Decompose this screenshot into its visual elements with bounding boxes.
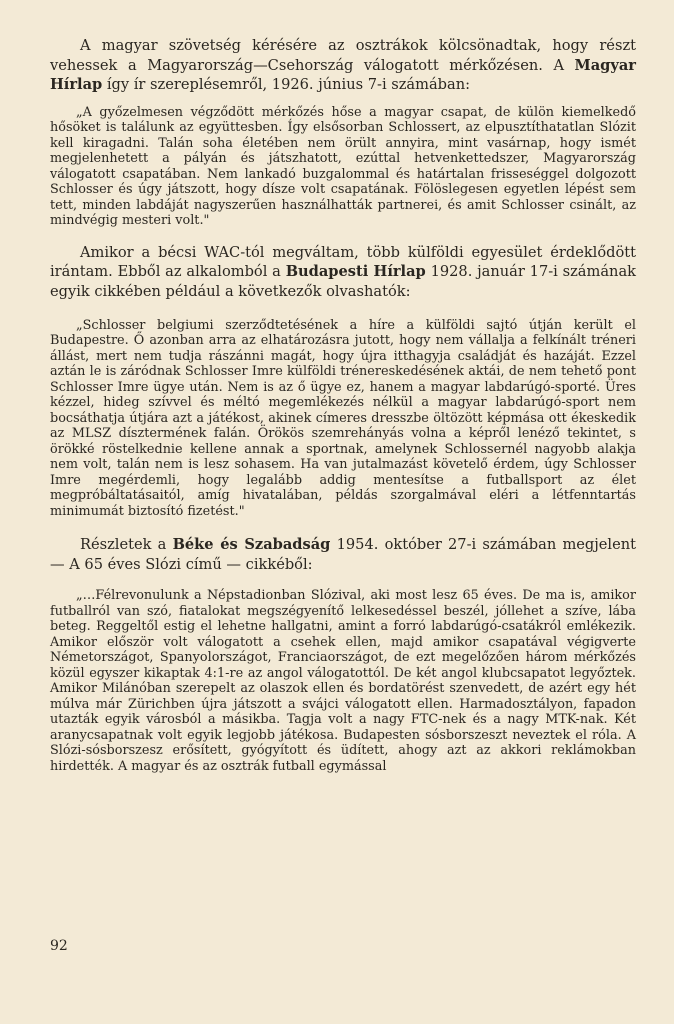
newspaper-title: Budapesti Hírlap [285,263,426,281]
text-span: 1954. október 27-i számában megjelent — A 65 éves Slózi című — cikkéből: [50,536,636,573]
newspaper-title: Béke és Szabadság [172,536,331,554]
intro-paragraph [50,36,636,95]
beke-paragraph [50,535,636,574]
quote-magyar-hirlap: „A győzelmesen végződött mérkőzés hőse a magyar csapat, de külön kiemelkedő hősöket is találunk az együttesben. Így elsősorban Schlossert, az elpusztíthatatlan Slózit kell kiragadni. Talán soha életében nem örült annyira, mint vasárnap, hogy ismét megjelenhetett a pályán és játszhatott, ezúttal hetvenkettedszer, Magyarország válogatott csapatában. Nem lankadó buzgalommal és határtalan frisseséggel dolgozott Schlosser és úgy játszott, hogy dísze volt csapatának. Fölöslegesen egyetlen lépést sem tett, minden labdáját nagyszerűen használhatták partnerei, és amit Schlosser csinált, az mindvégig mesteri volt." [50,104,636,229]
text-span: Amikor a bécsi WAC-tól megváltam, több külföldi egyesület érdeklődött irántam. Ebből az alkalomból a [50,243,636,281]
newspaper-title: Magyar Hírlap [50,56,636,94]
quote-budapesti-hirlap: „Schlosser belgiumi szerződtetésének a híre a külföldi sajtó útján került el Budapestre. Ő azonban arra az elhatározásra jutott, hogy nem vállalja a felkínált tréneri állást, mert nem tudja rászánni magát, hogy újra itthagyja családját és hazáját. Ezzel aztán le is záródnak Schlosser Imre külföldi trénereskedésének aktái, de nem tehető pont Schlosser Imre ügye után. Nem is az ő ügye ez, hanem a magyar labdarúgó-sporté. Üres kézzel, hideg szívvel és méltó megemlékezés nélkül a magyar labdarúgó-sport nem bocsáthatja útjára azt a játékost, akinek címeres dresszbe öltözött képmása ott ékeskedik az MLSZ dísztermének falán. Örökös szemrehányás volna a képről lenéző tekintet, s örökké röstelkednie kellene annak a sportnak, amelynek Schlossernél nagyobb alakja nem volt, talán nem is lesz sohasem. Ha van jutalmazást követelő érdem, úgy Schlosser Imre megérdemli, hogy legalább addig mentesítse a futballsport az élet megpróbáltatásaitól, amíg hivatalában, példás szorgalmával eléri a létfenntartás minimumát biztosító fizetést." [50,317,636,519]
wac-paragraph [50,243,636,302]
page-number: 92 [50,938,68,954]
text-span: A magyar szövetség kérésére az osztrákok kölcsönadtak, hogy részt vehessek a Magyarország—Csehország válogatott mérkőzésen. A [50,37,636,74]
quote-beke-es-szabadsag: „…Félrevonulunk a Népstadionban Slózival, aki most lesz 65 éves. De ma is, amikor futballról van szó, fiatalokat megszégyenítő lelkesedéssel beszél, jóllehet a szíve, lába beteg. Reggeltől estig el lehetne hallgatni, amint a forró labdarúgó-csatákról emlékezik. Amikor először volt válogatott a csehek ellen, majd amikor csapatával végigverte Németországot, Spanyolországot, Franciaországot, de ezt megelőzően három mérkőzés közül egyszer kikaptak 4:1-re az angol válogatottól. De két angol klubcsapatot legyőztek. Amikor Milánóban szerepelt az olaszok ellen és bordatörést szenvedett, de azért egy hét múlva már Zürichben újra játszott a svájci válogatott ellen. Harmadosztályon, fapadon utazták egyik városból a másikba. Tagja volt a nagy FTC-nek és a nagy MTK-nak. Két aranycsapatnak volt egyik legjobb játékosa. Budapesten sósborszeszt neveztek el róla. A Slózi-sósborszesz erősített, gyógyított és üdített, ahogy azt az akkori reklámokban hirdették. A magyar és az osztrák futball egymással [50,588,636,774]
text-span: így ír szereplésemről, 1926. június 7-i számában: [102,76,471,94]
text-span: 1928. január 17-i számának egyik cikkében például a következők olvashatók: [50,263,636,300]
text-span: Részletek a [80,536,173,554]
